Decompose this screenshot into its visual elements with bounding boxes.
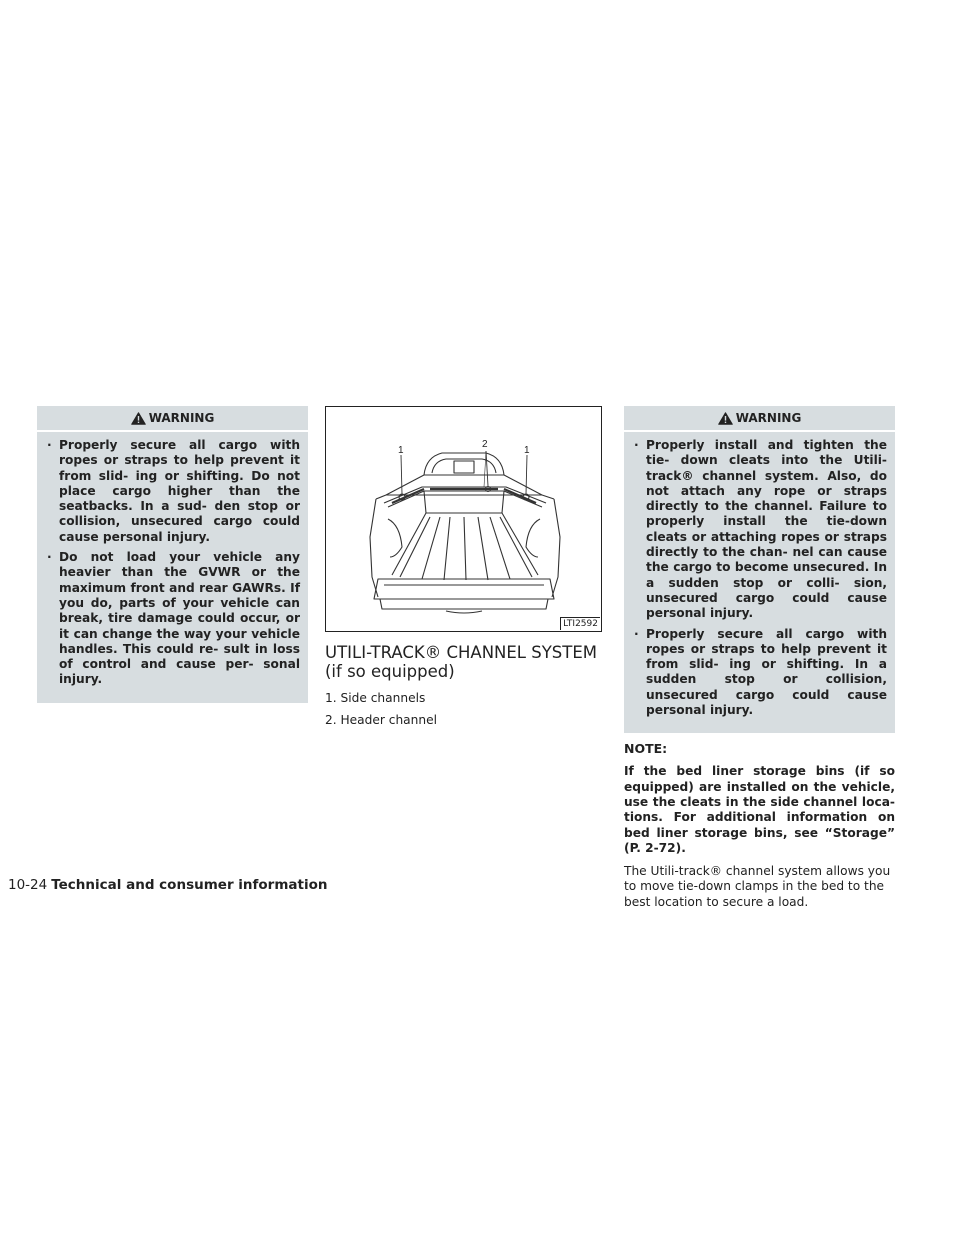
note-bold-text: If the bed liner storage bins (if so equipped) are installed on the vehicle, use the cleats in the side channel loca- tions. For additional information on bed liner storage bins, see “Storage” (P. 2-72).	[624, 764, 895, 855]
left-warning-item: · Properly secure all cargo with ropes or straps to help prevent it from slid- ing or shifting. Do not place cargo higher than the seatbacks. In a sud- den stop or collision, unsecured cargo could cause personal injury.	[45, 438, 300, 545]
right-warning-heading-text: WARNING	[735, 411, 802, 425]
figure-legend	[325, 691, 602, 728]
page-footer	[8, 877, 327, 893]
callout-label-header: 2	[482, 439, 488, 450]
footer-title: Technical and consumer information	[51, 877, 328, 893]
left-warning-list	[37, 432, 308, 688]
right-warning-item: · Properly secure all cargo with ropes or straps to help prevent it from slid- ing or shifting. In a sudden stop or collision, unsecured cargo could cause personal injury.	[632, 627, 887, 719]
warning-triangle-icon	[131, 412, 146, 425]
left-warning-item: · Do not load your vehicle any heavier than the GVWR or the maximum front and rear GAWRs. If you do, parts of your vehicle can break, tire damage could occur, or it can change the way your vehicle handles. This could re- sult in loss of control and cause per- sonal injury.	[45, 550, 300, 688]
right-column	[624, 406, 895, 910]
left-warning-heading-text: WARNING	[148, 411, 215, 425]
left-column	[37, 406, 308, 703]
warning-triangle-icon	[718, 412, 733, 425]
left-warning-box	[37, 406, 308, 703]
right-warning-box	[624, 406, 895, 733]
right-warning-heading	[624, 406, 895, 432]
right-warning-list	[624, 432, 895, 718]
left-warning-heading	[37, 406, 308, 432]
truck-bed-illustration	[326, 407, 601, 631]
callout-label-side-right: 1	[524, 445, 530, 456]
page-number: 10-24	[8, 877, 48, 893]
body-paragraph: The Utili-track® channel system allows you to move tie-down clamps in the bed to the best location to secure a load.	[624, 864, 891, 909]
legend-item: 2. Header channel	[325, 713, 437, 727]
legend-item: 1. Side channels	[325, 691, 426, 705]
note-label: NOTE:	[624, 741, 668, 757]
right-warning-item: · Properly install and tighten the tie- down cleats into the Utili-track® channel system. Also, do not attach any rope or straps directly to the channel. Failure to properly install the tie-down cleats or attaching ropes or straps directly to the chan- nel can cause the cargo to become unsecured. In a sudden stop or colli- sion, unsecured cargo could cause personal injury.	[632, 438, 887, 622]
middle-column	[325, 406, 602, 735]
callout-label-side-left: 1	[398, 445, 404, 456]
figure-id-label: LTI2592	[560, 617, 600, 630]
truck-bed-figure	[325, 406, 602, 632]
section-title: UTILI-TRACK® CHANNEL SYSTEM (if so equipped)	[325, 643, 598, 681]
